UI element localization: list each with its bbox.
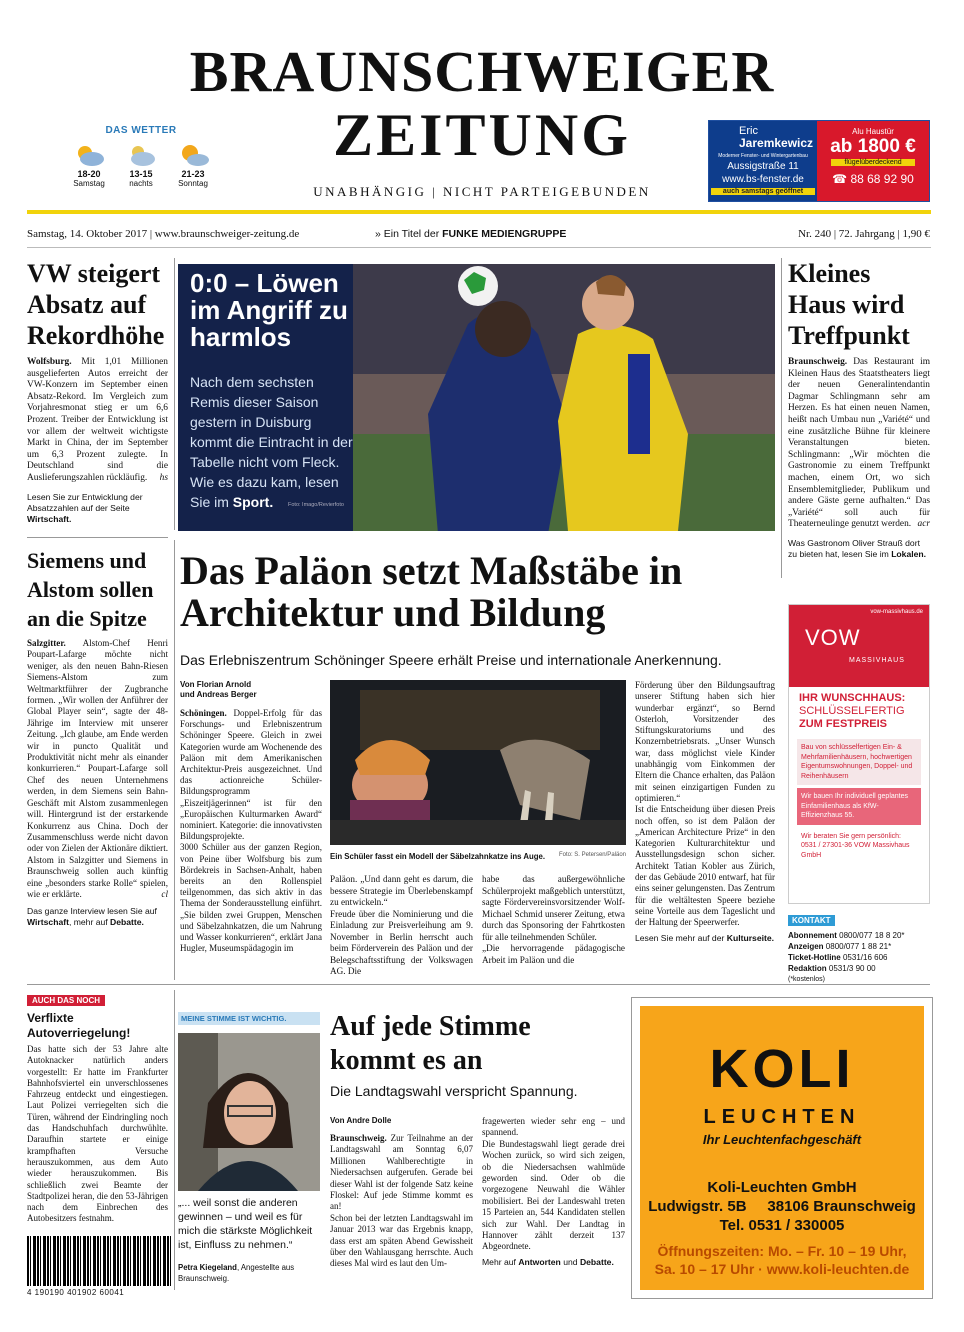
main-col1-text: Schöningen. Doppel-Erfolg für das Forschungs- und Erlebniszentrum Schöninger Speere. Gleich in zwei Kategorien wurde am Wochenende des Paläon mit dem Amerikanischen Architektur-Preis ausgezeichnet. Und das actionreiche Schüler-Bildungsprogramm „Eiszeitjägerinnen“ ist für den „Europäischen Kulturmarken Award“ nominiert. Kategorie: die innovativsten Bildungsprojekte. 3000 Schüler aus der ganzen Region, von Peine über Wolfsburg bis zum Bördekreis in Sachsen-Anhalt, haben bereits an den Rollenspiel teilgenommen, das sich aktiv in das Thema der Sonderausstellung einführt. „Sie bilden zwei Gruppen, Menschen und Säbelzahnkatzen, die um Nahrung und Wasser konkurrieren“, erklärt Jana Hugler, Museumspädagogin im xyxy=(180,708,322,954)
masthead-line1: BRAUNSCHWEIGER xyxy=(189,39,775,104)
arrows-icon: » xyxy=(375,228,381,240)
main-subheadline: Das Erlebniszentrum Schöninger Speere erhält Preise und internationale Anerkennung. xyxy=(180,652,722,668)
weather-night: 13-15 nachts xyxy=(118,142,164,188)
masthead-line2: ZEITUNG xyxy=(333,102,631,168)
main-col4: Förderung über den Bildungsauftrag unserer Stiftung haben sich hier wunderbar ergänzt“, so Bernd Osterloh, Vorsitzender des Stiftungskuratoriums und des Konzernbetriebsrats. „Unser Wunsch war, dass möglichst viele Kinder unabhängig vom Einkommen der Eltern die Chance erhalten, das Paläon mit seinen einzigartigen Funden zu optimieren.“ Ist die Entscheidung über diesen Preis noch offen, so ist dem Paläon der „American Architecture Prize“ in den Kategorien Kulturarchitektur und Ausstellungsdesign schon sicher. Architekt Tatian Kobler aus Zürich, der das Gebäude 2010 entwarf, hat für eins seiner gelungensten. Das Zentrum für die weltältesten Speere beziehe seine Vorteile aus dem Tageslicht und der Haltung der Speerwerfer. Lesen Sie mehr auf der Kulturseite. xyxy=(635,680,775,943)
divider xyxy=(27,984,930,985)
vw-article xyxy=(27,258,168,525)
siemens-body: Salzgitter. Alstom-Chef Henri Poupart-Lafarge möchte nicht weniger, als den neuen Bahn-Riesen Siemens-Alstom zum Weltmarktführer der Zugbranche formen. „Wir wollen der Anführer der Global Player sein“, sagte der 48-Jährige im Interview mit unserer Zeitung. „Ich glaube, am Ende werden wir in puncto Qualität und Produktivität nicht mehr als einander konkurrieren.“ Poupart-Lafarge soll Chef des neuen Unternehmens werden, in dem Siemens sein Bahn-Geschäft mit Alstom zusammenlegen will. Hintergrund ist der erstarkende Konkurrenz aus China. Doch der Zusammenschluss werde nicht davon oder von Zielen der Aktionäre diktiert. Alstom in Salzgitter und Siemens in Braunschweig sollen auch künftig eine „besonders starke Rolle“ spielen, wie er erklärte. cl xyxy=(27,638,168,899)
kleines-headline: Kleines Haus wird Treffpunkt xyxy=(788,259,910,350)
vw-reference: Lesen Sie zur Entwicklung der Absatzzahlen auf der Seite Wirtschaft. xyxy=(27,491,143,524)
kleines-reference: Was Gastronom Oliver Strauß dort zu bieten hat, lesen Sie im Lokalen. xyxy=(788,537,927,559)
divider xyxy=(27,247,931,248)
wahl-col1: Von Andre Dolle Braunschweig. Zur Teilnahme an der Landtagswahl am Sonntag 6,07 Millionen Wahlberechtigte in Niedersachsen aufgerufen. Gerade bei dieser Wahl ist der folgende Satz keine Floskel: Auf jede Stimme kommt es an! Schon bei der letzten Landtagswahl im Januar 2013 war das Ergebnis knapp, dass erst am späten Abend Gewissheit über den Wahlausgang herrschte. Auch dieses Mal wird es laut den Um- xyxy=(330,1116,473,1269)
sport-teaser: Nach dem sechsten Remis dieser Saison gestern in Duisburg kommt die Eintracht in der Tabelle nicht vom Fleck. Wie es dazu kam, lesen Sie im Sport. xyxy=(190,374,353,510)
main-photo xyxy=(330,680,626,845)
kleines-article xyxy=(788,258,930,560)
main-col1: Von Florian Arnold und Andreas Berger Schöningen. Doppel-Erfolg für das Forschungs- und Erlebniszentrum Schöninger Speere. Gleich in zwei Kategorien wurde am Wochenende des Paläon mit dem Amerikanischen Architektur-Preis ausgezeichnet. Und das actionreiche Schüler-Bildungsprogramm „Eiszeitjägerinnen“ ist für den „Europäischen Kulturmarken Award“ nominiert. Kategorie: die innovativsten Bildungsprojekte. 3000 Schüler aus der ganzen Region, von Peine über Wolfsburg bis zum Bördekreis in Sachsen-Anhalt, haben bereits an den Rollenspiel teilgenommen, das sich aktiv in das Thema der Sonderausstellung einführt. „Sie bilden zwei Gruppen, Menschen und Säbelzahnkatzen, die um Nahrung und Wasser konkurrieren“, erklärt Jana Hugler, Museumspädagogin im xyxy=(180,680,322,954)
kleines-body: Braunschweig. Das Restaurant im Kleinen Haus des Staatstheaters liegt der neuen Generalintendantin Dagmar Schlingmann sehr am Herzen. Es hat einen neuen Namen, heißt nach Umbau nun „Variété“ und eine zusätzliche Bühne für kleinere Veranstaltungen bieten. Schlingmann: „Wir möchten die Gastronomie zu einem Treffpunkt machen, einem Ort, wo sich Ensemblemitglieder, Publikum und andere Gäste gerne aufhalten.“ Das „Variété“ soll auch für Theaterneulinge genutzt werden. acr xyxy=(788,357,930,530)
main-caption: Ein Schüler fasst ein Modell der Säbelzahnkatze ins Auge. Foto: S. Petersen/Paläon xyxy=(330,852,626,861)
divider xyxy=(27,537,168,538)
weather-sunday: 21-23 Sonntag xyxy=(170,142,216,188)
siemens-reference: Das ganze Interview lesen Sie auf Wirtschaft, mehr auf Debatte. xyxy=(27,906,157,928)
wahl-article: Auf jede Stimme kommt es an Die Landtagswahl verspricht Spannung. xyxy=(330,1011,578,1099)
weather-day: 18-20 Samstag xyxy=(66,142,112,188)
sun-cloud-icon xyxy=(176,142,210,168)
weather-box xyxy=(66,125,216,188)
woman-portrait xyxy=(178,1033,320,1191)
dateline-center: » Ein Titel der FUNKE MEDIENGRUPPE xyxy=(375,228,567,240)
divider xyxy=(174,540,175,980)
auch-article: AUCH DAS NOCH Verflixte Autoverriegelung! Das hatte sich der 53 Jahre alte Autoknacker natürlich anders vorgestellt: Er hatte im Frankfurter Bahnhofsviertel ein unverschlossenes Fahrzeug entdeckt und eingestiegen. Laut Polizei verriegelten sich die Türen, während der Eindringling noch das Handschuhfach durchwühlte. Daraufhin startete er einige krampfhaften Versuche herauszukommen, aus dem Auto wieder herauszukommen. Bis schließlich zwei Beamte der Stadtpolizei heran, die den 53-Jährigen nach dem Einbrechen des Autobesitzers festnahm. xyxy=(27,996,168,1224)
koli-advert[interactable]: KOLI LEUCHTEN Ihr Leuchtenfachgeschäft Koli-Leuchten GmbH Ludwigstr. 5B 38106 Braunschweig Tel. 0531 / 330005 Öffnungszeiten: Mo. – Fr. 10 – 19 Uhr, Sa. 10 – 17 Uhr · www.koli-leuchten.de xyxy=(632,998,932,1298)
sport-photo xyxy=(178,264,775,531)
masthead-rule xyxy=(27,210,931,214)
vw-headline: VW steigert Absatz auf Rekordhöhe xyxy=(27,259,165,350)
barcode xyxy=(27,1236,173,1286)
weather-title: DAS WETTER xyxy=(105,125,177,136)
siemens-article xyxy=(27,546,168,928)
photo-credit: Foto: Imago/Revierfoto xyxy=(288,502,344,508)
moon-cloud-icon xyxy=(124,142,158,168)
vw-body: Wolfsburg. Mit 1,01 Millionen ausgelieferten Autos erreicht der VW-Konzern im September einen Absatz-Rekord. Im Vergleich zum Vorjahresmonat stieg er um 6,6 Prozent. Treiber der Entwicklung ist vor allem der weltweit wichtigste Markt in China, der im September um 6,3 Prozent zulegte. In Deutschland sind die Auslieferungszahlen rückläufig. hs xyxy=(27,357,168,483)
sabertooth-image xyxy=(330,680,626,845)
quote-source: Petra Kiegeland, Angestellte aus Braunschweig. xyxy=(178,1263,295,1283)
vow-advert[interactable]: vow-massivhaus.de VOW MASSIVHAUS IHR WUNSCHHAUS: SCHLÜSSELFERTIG ZUM FESTPREIS Bau von schlüsselfertigen Ein- & Mehrfamilienhäusern, hochwertigen Eigentumswohnungen, Doppel- und Reihenhäusern Wir bauen Ihr individuell geplantes Einfamilienhaus als KfW-Effizienzhaus 55. Wir beraten Sie gern persönlich: 0531 / 27301-36 VOW Massivhaus GmbH xyxy=(788,604,930,904)
koli-logo: KOLI xyxy=(709,1039,855,1099)
portrait-photo xyxy=(178,1033,320,1191)
quote-text: „... weil sonst die anderen gewinnen – und weil es für mich die stärkste Möglichkeit ist, Einfluss zu nehmen.“ xyxy=(178,1197,313,1251)
stimme-kicker: MEINE STIMME IST WICHTIG. xyxy=(178,1012,320,1025)
sun-cloud-icon xyxy=(72,142,106,168)
divider xyxy=(174,258,175,530)
masthead-motto: UNABHÄNGIG | NICHT PARTEIGEBUNDEN xyxy=(313,184,651,199)
fenster-advert[interactable]: Eric Jaremkewicz Moderner Fenster- und Wintergartenbau Aussigstraße 11 www.bs-fenster.de auch samstags geöffnet Alu Haustür ab 1800 € flügelüberdeckend ☎ 88 68 92 90 xyxy=(708,120,930,202)
main-col2: Paläon. „Und dann geht es darum, die bessere Strategie im Überlebenskampf zu entwickeln.“ Freude über die Nominierung und die Einladung zur Preisverleihung am 9. November in Berlin herrscht auch beim Förderverein des Paläon und der Belegschaftsstiftung der Volkswagen AG. Die xyxy=(330,874,473,976)
sport-headline: 0:0 – Löwen im Angriff zu harmlos xyxy=(190,268,348,352)
main-headline: Das Paläon setzt Maßstäbe in Architektur und Bildung xyxy=(180,548,683,635)
kontakt-box: KONTAKT Abonnement 0800/077 18 8 20* Anzeigen 0800/077 1 88 21* Ticket-Hotline 0531/16 606 Redaktion 0531/3 90 00 (*kostenlos) xyxy=(788,916,905,983)
main-col3: habe das außergewöhnliche Schülerprojekt maßgeblich unterstützt, sagte Fördervereinsvorsitzender Wolf-Michael Schmid unserer Zeitung, etwa durch das Sponsoring der Fahrtkosten für alle teilnehmenden Schüler. „Die hervorragende pädagogische Arbeit im Paläon und die xyxy=(482,874,625,965)
divider xyxy=(174,990,175,1290)
divider xyxy=(781,258,782,578)
wahl-col2: fragewerten wieder sehr eng – und spannend. Die Bundestagswahl liegt gerade drei Wochen zurück, so wird sich zeigen, ob die Niedersachsen wahlmüde geworden sind. Oder ob die vorgezogene Neuwahl die Wähler mobilisiert. Bei der Landeswahl treten 15 Parteien an, 544 Kandidaten stellen sich zur Wahl. Der Landtag in Hannover zählt derzeit 137 Abgeordnete. Mehr auf Antworten und Debatte. xyxy=(482,1116,625,1267)
dateline-left: Samstag, 14. Oktober 2017 | www.braunschweiger-zeitung.de xyxy=(27,228,300,240)
siemens-headline: Siemens und Alstom sollen an die Spitze xyxy=(27,548,154,631)
barcode-number: 4 190190 401902 60041 xyxy=(27,1288,125,1297)
dateline-right: Nr. 240 | 72. Jahrgang | 1,90 € xyxy=(798,228,930,240)
